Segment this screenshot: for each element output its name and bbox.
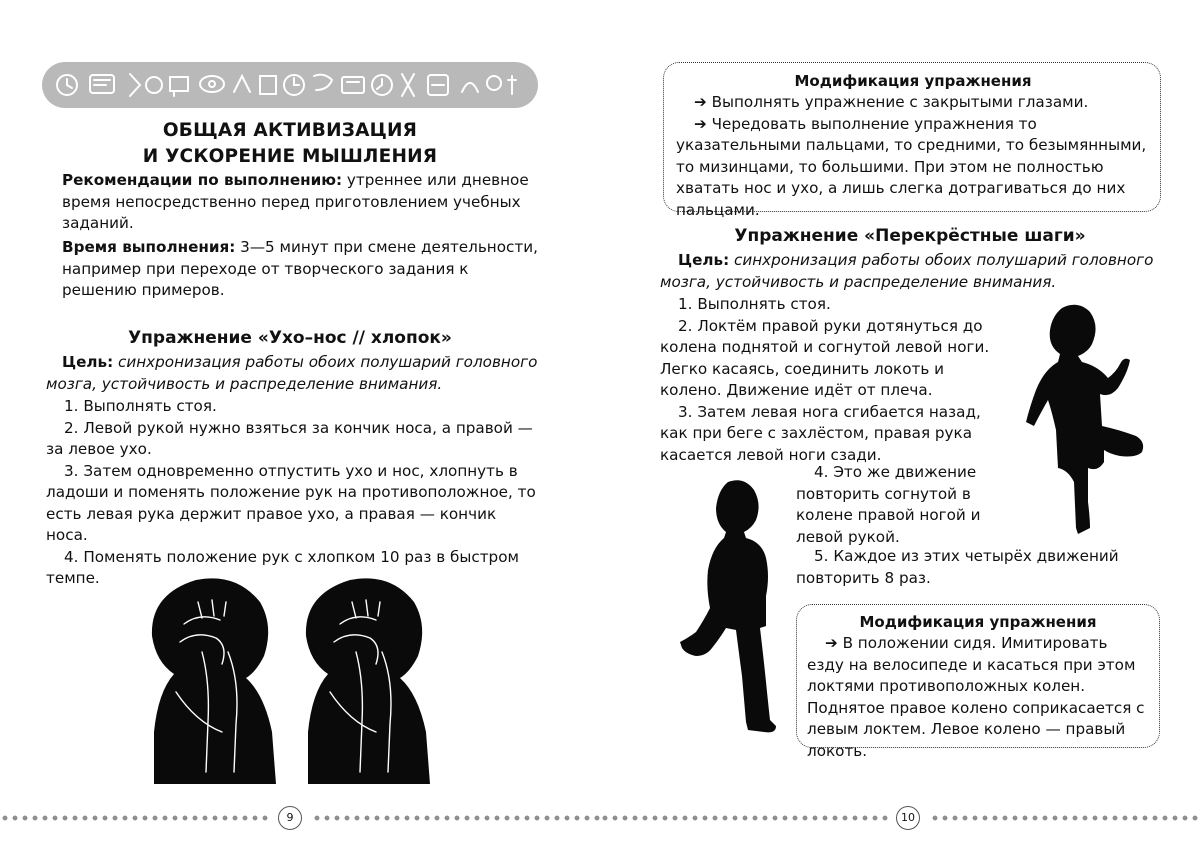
exercise-steps-1-3 [660, 294, 996, 466]
step-item: 3. Затем левая нога сгибается назад, как при беге с захлёстом, правая рука касается левой ноги сзади. [660, 402, 981, 464]
child-silhouette-left [152, 578, 276, 784]
page-number: 10 [896, 806, 920, 830]
modification-item: ➔ Выполнять упражнение с закрытыми глазами. [694, 93, 1089, 111]
exercise-title-ear-nose: Упражнение «Ухо–нос // хлопок» [128, 328, 452, 348]
recommendations-paragraph: Рекомендации по выполнению: утреннее или дневное время непосредственно перед приготовлением учебных заданий. [62, 171, 529, 232]
child-leg-back-silhouette [676, 476, 788, 738]
step-item: 1. Выполнять стоя. [64, 397, 217, 415]
exercise-title-cross-steps: Упражнение «Перекрёстные шаги» [734, 226, 1086, 246]
modification-title: Модификация упражнения [794, 72, 1032, 90]
section-title: ОБЩАЯ АКТИВИЗАЦИЯ И УСКОРЕНИЕ МЫШЛЕНИЯ [142, 120, 438, 167]
modification-title: Модификация упражнения [859, 613, 1097, 631]
step-item: 2. Локтём правой руки дотянуться до колена поднятой и согнутой левой ноги. Легко касаясь, соединить локоть и колено. Движение идёт от плеча. [660, 316, 990, 399]
footer-dots-right-2 [930, 815, 1200, 821]
page-number: 9 [278, 806, 302, 830]
duration-paragraph: Время выполнения: 3—5 минут при смене деятельности, например при переходе от творческого задания к решению примеров. [62, 238, 538, 299]
modification-box-2 [796, 604, 1160, 760]
modification-item: ➔ Чередовать выполнение упражнения то указательными пальцами, то средними, то безымянными, то мизинцами, то большими. При этом не полностью хватать нос и ухо, а лишь слегка дотрагиваться до них пальцами. [676, 114, 1147, 219]
modification-item: ➔ В положении сидя. Имитировать езду на велосипеде и касаться при этом локтями противоположных колен. Поднятое правое колено соприкасается с левым локтем. Левое колено — правый локоть. [807, 634, 1145, 760]
footer-dots-left-2 [312, 815, 600, 821]
child-knee-raise-silhouette [1012, 302, 1162, 538]
child-silhouette-right [306, 578, 430, 784]
doodle-pattern-icon [42, 62, 538, 108]
exercise-goal: Цель: синхронизация работы обоих полушарий головного мозга, устойчивость и распределение внимания. [660, 251, 1154, 291]
exercise-steps [46, 396, 540, 590]
decorative-banner [42, 62, 538, 108]
step-item: 2. Левой рукой нужно взяться за кончик носа, а правой — за левое ухо. [46, 418, 533, 458]
step-item: 3. Затем одновременно отпустить ухо и нос, хлопнуть в ладоши и поменять положение рук на противоположное, то есть левая рука держит правое ухо, а правая — кончик носа. [46, 461, 536, 544]
footer-dots-right [600, 815, 892, 821]
footer-dots-left [0, 815, 268, 821]
exercise-goal: Цель: синхронизация работы обоих полушарий головного мозга, устойчивость и распределение внимания. [46, 353, 538, 393]
exercise-step-4: 4. Это же движение повторить согнутой в колене правой ногой и левой рукой. [796, 463, 981, 546]
right-page [600, 0, 1200, 868]
modification-box-1 [663, 62, 1161, 219]
children-silhouettes-illustration [136, 572, 446, 784]
arrow-right-icon: ➔ [825, 634, 838, 652]
step-item: 4. Поменять положение рук с хлопком 10 раз в быстром темпе. [46, 547, 519, 587]
exercise-step-5: 5. Каждое из этих четырёх движений повторить 8 раз. [796, 547, 1119, 587]
arrow-right-icon: ➔ [694, 93, 707, 111]
arrow-right-icon: ➔ [694, 114, 707, 133]
step-item: 1. Выполнять стоя. [678, 295, 831, 313]
